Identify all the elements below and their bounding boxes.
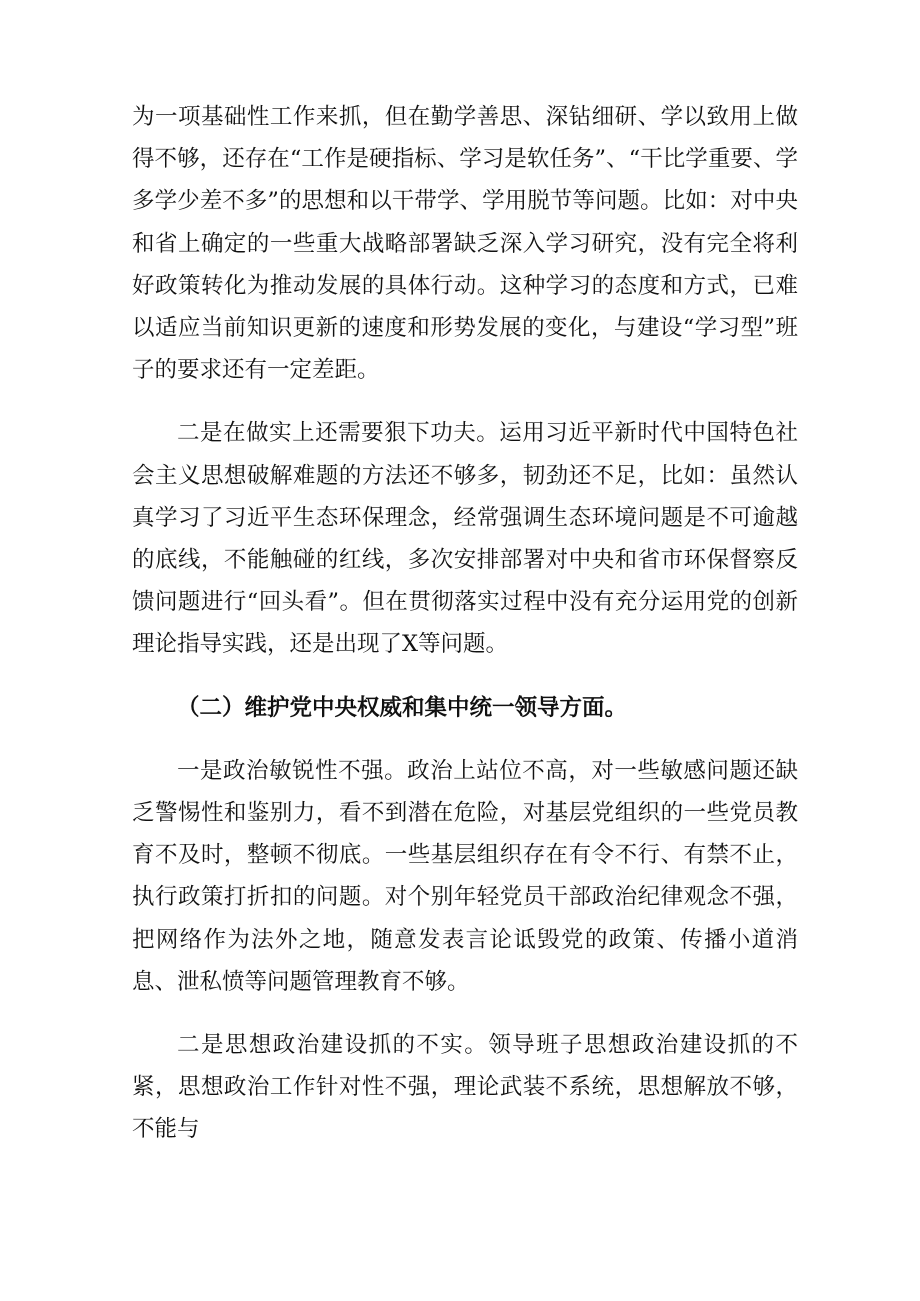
section-heading-party-authority: （二）维护党中央权威和集中统一领导方面。: [177, 694, 628, 721]
document-page: [132, 96, 798, 1172]
paragraph-political-sensitivity: 一是政治敏锐性不强。政治上站位不高，对一些敏感问题还缺乏警惕性和鉴别力，看不到潜在危险，对基层党组织的一些党员教育不及时，整顿不彻底。一些基层组织存在有令不行、有禁不止，执行政策打折扣的问题。对个别年轻党员干部政治纪律观念不强，把网络作为法外之地，随意发表言论诋毁党的政策、传播小道消息、泄私愤等问题管理教育不够。: [132, 757, 798, 995]
paragraph-study-attitude: 为一项基础性工作来抓，但在勤学善思、深钻细研、学以致用上做得不够，还存在“工作是硬指标、学习是软任务”、“干比学重要、学多学少差不多”的思想和以干带学、学用脱节等问题。比如：对中央和省上确定的一些重大战略部署缺乏深入学习研究，没有完全将利好政策转化为推动发展的具体行动。这种学习的态度和方式，已难以适应当前知识更新的速度和形势发展的变化，与建设“学习型”班子的要求还有一定差距。: [132, 104, 798, 384]
paragraph-ideological-building: 二是思想政治建设抓的不实。领导班子思想政治建设抓的不紧，思想政治工作针对性不强，理论武装不系统，思想解放不够，不能与: [132, 1032, 798, 1143]
paragraph-practice-effort: 二是在做实上还需要狠下功夫。运用习近平新时代中国特色社会主义思想破解难题的方法还不够多，韧劲还不足，比如：虽然认真学习了习近平生态环保理念，经常强调生态环境问题是不可逾越的底线，不能触碰的红线，多次安排部署对中央和省市环保督察反馈问题进行“回头看”。但在贯彻落实过程中没有充分运用党的创新理论指导实践，还是出现了X等问题。: [132, 420, 798, 658]
